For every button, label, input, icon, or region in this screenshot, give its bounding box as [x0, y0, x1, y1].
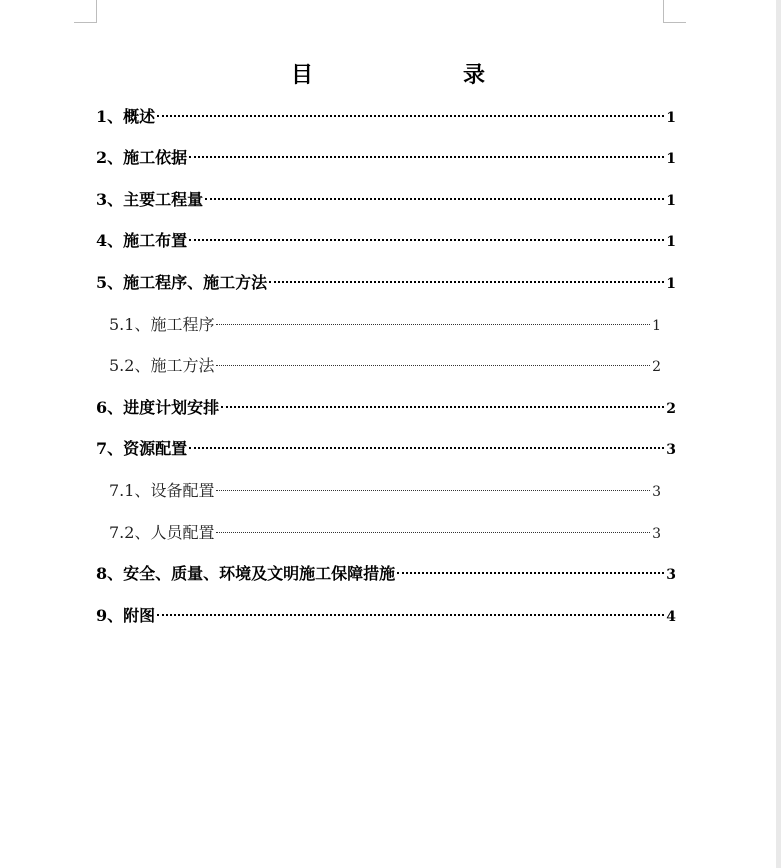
dot-leader [221, 406, 664, 408]
toc-entry-page: 4 [666, 609, 676, 625]
dot-leader [157, 614, 664, 616]
toc-entry-page: 3 [652, 526, 661, 542]
toc-entry-label: 1、概述 [96, 107, 156, 126]
toc-entry-page: 1 [666, 193, 676, 209]
toc-entry-page: 3 [666, 442, 676, 458]
toc-entry-label: 6、进度计划安排 [96, 398, 220, 417]
toc-entry-label: 9、附图 [96, 606, 156, 625]
dot-leader [189, 239, 664, 241]
dot-leader [157, 115, 664, 117]
toc-entry-page: 1 [666, 151, 676, 167]
toc-entry-page: 2 [652, 359, 661, 375]
dot-leader [216, 532, 650, 533]
toc-entry-label: 3、主要工程量 [96, 190, 204, 209]
toc-entry-label: 5.2、施工方法 [109, 356, 215, 375]
toc-entry-label: 4、施工布置 [96, 231, 188, 250]
toc-entry-5-2[interactable] [109, 354, 661, 378]
dot-leader [216, 324, 650, 325]
dot-leader [216, 365, 650, 366]
toc-entry-6[interactable] [96, 396, 676, 420]
toc-entry-page: 3 [652, 484, 661, 500]
toc-entry-label: 7.1、设备配置 [109, 481, 215, 500]
toc-entry-label: 7.2、人员配置 [109, 523, 215, 542]
toc-entry-5[interactable] [96, 271, 676, 295]
toc-entry-9[interactable] [96, 604, 676, 628]
toc-entry-7-2[interactable] [109, 521, 661, 545]
toc-entry-label: 5.1、施工程序 [109, 315, 215, 334]
dot-leader [189, 447, 664, 449]
toc-entry-1[interactable] [96, 105, 676, 129]
toc-entry-page: 1 [666, 234, 676, 250]
toc-entry-page: 1 [652, 318, 661, 334]
dot-leader [205, 198, 664, 200]
toc-entry-5-1[interactable] [109, 313, 661, 337]
toc-entry-4[interactable] [96, 229, 676, 253]
toc-entry-2[interactable] [96, 146, 676, 170]
toc-entry-label: 2、施工依据 [96, 148, 188, 167]
toc-entry-page: 1 [666, 276, 676, 292]
toc-entry-label: 8、安全、质量、环境及文明施工保障措施 [96, 564, 396, 583]
toc-entry-label: 7、资源配置 [96, 439, 188, 458]
dot-leader [216, 490, 650, 491]
toc-entry-8[interactable] [96, 562, 676, 586]
toc-entry-7[interactable] [96, 437, 676, 461]
toc-entry-page: 1 [666, 110, 676, 126]
toc-title: 目 录 [290, 62, 549, 88]
dot-leader [189, 156, 664, 158]
toc-entry-7-1[interactable] [109, 479, 661, 503]
toc-entry-page: 2 [666, 401, 676, 417]
toc-entry-3[interactable] [96, 188, 676, 212]
toc-entry-page: 3 [666, 567, 676, 583]
toc-entry-label: 5、施工程序、施工方法 [96, 273, 268, 292]
dot-leader [269, 281, 664, 283]
dot-leader [397, 572, 664, 574]
page-edge-shadow [776, 0, 781, 868]
